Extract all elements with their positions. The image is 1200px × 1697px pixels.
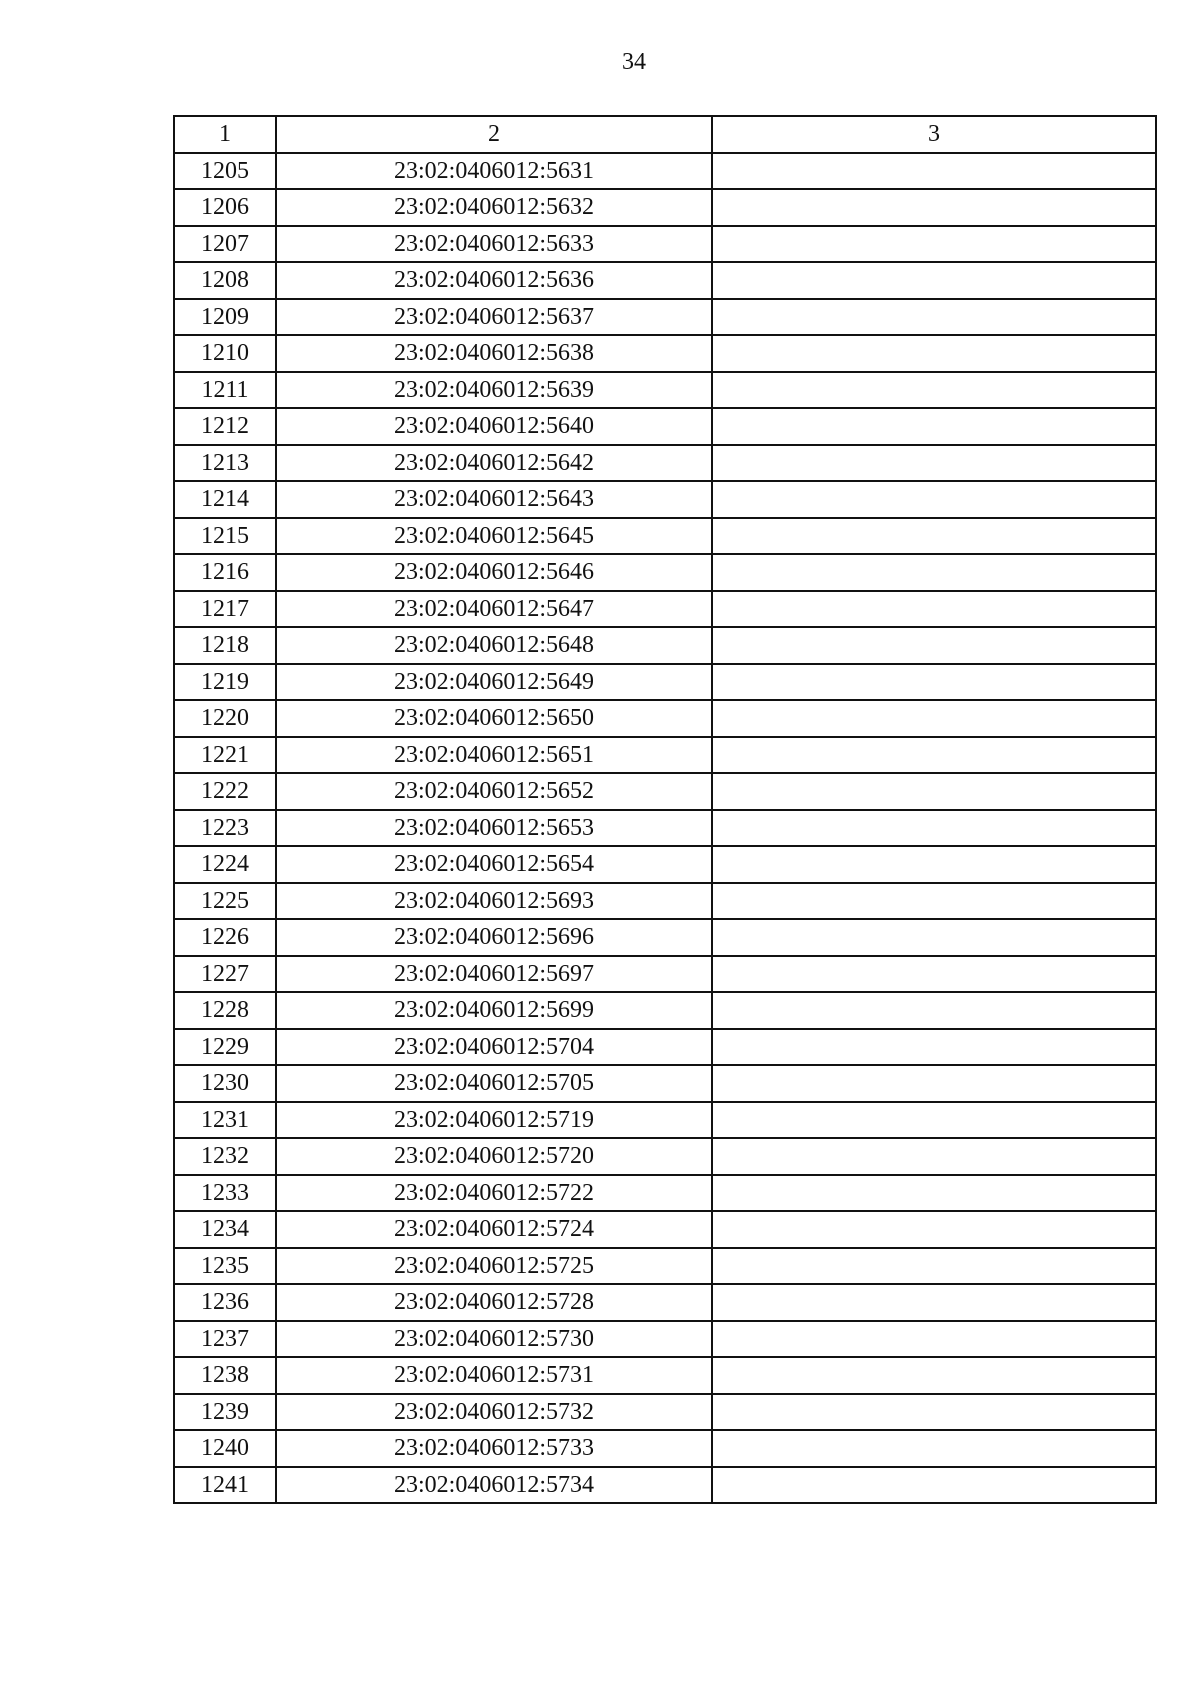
row-number-cell: 1212	[174, 408, 276, 445]
row-number-cell: 1227	[174, 956, 276, 993]
table-row	[174, 846, 1156, 883]
row-number-cell: 1224	[174, 846, 276, 883]
column-header-2: 2	[276, 116, 712, 153]
row-number-cell: 1222	[174, 773, 276, 810]
cadastral-number-cell: 23:02:0406012:5719	[276, 1102, 712, 1139]
table-row	[174, 1321, 1156, 1358]
table-row	[174, 226, 1156, 263]
note-cell	[712, 773, 1156, 810]
cadastral-number-cell: 23:02:0406012:5725	[276, 1248, 712, 1285]
cadastral-number-cell: 23:02:0406012:5728	[276, 1284, 712, 1321]
note-cell	[712, 737, 1156, 774]
row-number-cell: 1241	[174, 1467, 276, 1504]
cadastral-number-cell: 23:02:0406012:5722	[276, 1175, 712, 1212]
row-number-cell: 1214	[174, 481, 276, 518]
row-number-cell: 1229	[174, 1029, 276, 1066]
table-row	[174, 153, 1156, 190]
table-row	[174, 1102, 1156, 1139]
table-row	[174, 335, 1156, 372]
cadastral-number-cell: 23:02:0406012:5733	[276, 1430, 712, 1467]
row-number-cell: 1234	[174, 1211, 276, 1248]
cadastral-number-cell: 23:02:0406012:5652	[276, 773, 712, 810]
header-row	[174, 116, 1156, 153]
table-row	[174, 700, 1156, 737]
row-number-cell: 1218	[174, 627, 276, 664]
table-row	[174, 883, 1156, 920]
note-cell	[712, 1102, 1156, 1139]
page-number: 34	[622, 49, 646, 75]
note-cell	[712, 919, 1156, 956]
table-body	[174, 153, 1156, 1504]
note-cell	[712, 262, 1156, 299]
table-row	[174, 919, 1156, 956]
table-row	[174, 262, 1156, 299]
cadastral-number-cell: 23:02:0406012:5693	[276, 883, 712, 920]
row-number-cell: 1226	[174, 919, 276, 956]
row-number-cell: 1239	[174, 1394, 276, 1431]
cadastral-number-cell: 23:02:0406012:5645	[276, 518, 712, 555]
cadastral-number-cell: 23:02:0406012:5636	[276, 262, 712, 299]
note-cell	[712, 591, 1156, 628]
cadastral-table	[173, 115, 1157, 1504]
table-row	[174, 810, 1156, 847]
note-cell	[712, 299, 1156, 336]
note-cell	[712, 1430, 1156, 1467]
table-row	[174, 518, 1156, 555]
note-cell	[712, 1357, 1156, 1394]
row-number-cell: 1217	[174, 591, 276, 628]
cadastral-number-cell: 23:02:0406012:5643	[276, 481, 712, 518]
cadastral-number-cell: 23:02:0406012:5648	[276, 627, 712, 664]
note-cell	[712, 810, 1156, 847]
table-row	[174, 956, 1156, 993]
note-cell	[712, 445, 1156, 482]
cadastral-number-cell: 23:02:0406012:5732	[276, 1394, 712, 1431]
note-cell	[712, 226, 1156, 263]
cadastral-number-cell: 23:02:0406012:5734	[276, 1467, 712, 1504]
row-number-cell: 1228	[174, 992, 276, 1029]
cadastral-number-cell: 23:02:0406012:5724	[276, 1211, 712, 1248]
cadastral-number-cell: 23:02:0406012:5699	[276, 992, 712, 1029]
cadastral-number-cell: 23:02:0406012:5639	[276, 372, 712, 409]
table-row	[174, 737, 1156, 774]
table-header	[174, 116, 1156, 153]
table-row	[174, 554, 1156, 591]
table-row	[174, 591, 1156, 628]
row-number-cell: 1231	[174, 1102, 276, 1139]
row-number-cell: 1221	[174, 737, 276, 774]
table-row	[174, 992, 1156, 1029]
table-row	[174, 627, 1156, 664]
table-row	[174, 481, 1156, 518]
note-cell	[712, 1284, 1156, 1321]
table-row	[174, 1394, 1156, 1431]
cadastral-number-cell: 23:02:0406012:5697	[276, 956, 712, 993]
note-cell	[712, 992, 1156, 1029]
row-number-cell: 1240	[174, 1430, 276, 1467]
cadastral-number-cell: 23:02:0406012:5646	[276, 554, 712, 591]
note-cell	[712, 846, 1156, 883]
table-row	[174, 408, 1156, 445]
note-cell	[712, 956, 1156, 993]
cadastral-number-cell: 23:02:0406012:5638	[276, 335, 712, 372]
table-row	[174, 1430, 1156, 1467]
cadastral-number-cell: 23:02:0406012:5730	[276, 1321, 712, 1358]
note-cell	[712, 1175, 1156, 1212]
row-number-cell: 1209	[174, 299, 276, 336]
row-number-cell: 1233	[174, 1175, 276, 1212]
table-row	[174, 1065, 1156, 1102]
cadastral-number-cell: 23:02:0406012:5640	[276, 408, 712, 445]
row-number-cell: 1236	[174, 1284, 276, 1321]
table-row	[174, 372, 1156, 409]
note-cell	[712, 1248, 1156, 1285]
table-row	[174, 1029, 1156, 1066]
table-row	[174, 1248, 1156, 1285]
column-header-3: 3	[712, 116, 1156, 153]
cadastral-number-cell: 23:02:0406012:5633	[276, 226, 712, 263]
note-cell	[712, 518, 1156, 555]
note-cell	[712, 1029, 1156, 1066]
note-cell	[712, 1394, 1156, 1431]
table-row	[174, 1357, 1156, 1394]
row-number-cell: 1213	[174, 445, 276, 482]
table-row	[174, 1211, 1156, 1248]
table-row	[174, 1175, 1156, 1212]
cadastral-number-cell: 23:02:0406012:5642	[276, 445, 712, 482]
cadastral-number-cell: 23:02:0406012:5649	[276, 664, 712, 701]
note-cell	[712, 700, 1156, 737]
row-number-cell: 1232	[174, 1138, 276, 1175]
row-number-cell: 1207	[174, 226, 276, 263]
row-number-cell: 1208	[174, 262, 276, 299]
row-number-cell: 1215	[174, 518, 276, 555]
row-number-cell: 1205	[174, 153, 276, 190]
cadastral-number-cell: 23:02:0406012:5647	[276, 591, 712, 628]
note-cell	[712, 1138, 1156, 1175]
row-number-cell: 1223	[174, 810, 276, 847]
table-row	[174, 189, 1156, 226]
cadastral-number-cell: 23:02:0406012:5731	[276, 1357, 712, 1394]
cadastral-number-cell: 23:02:0406012:5653	[276, 810, 712, 847]
row-number-cell: 1225	[174, 883, 276, 920]
cadastral-number-cell: 23:02:0406012:5705	[276, 1065, 712, 1102]
row-number-cell: 1206	[174, 189, 276, 226]
table-row	[174, 664, 1156, 701]
table-row	[174, 1138, 1156, 1175]
row-number-cell: 1219	[174, 664, 276, 701]
note-cell	[712, 481, 1156, 518]
row-number-cell: 1210	[174, 335, 276, 372]
note-cell	[712, 335, 1156, 372]
column-header-1: 1	[174, 116, 276, 153]
note-cell	[712, 883, 1156, 920]
table-row	[174, 299, 1156, 336]
note-cell	[712, 1065, 1156, 1102]
note-cell	[712, 664, 1156, 701]
table-row	[174, 1284, 1156, 1321]
cadastral-number-cell: 23:02:0406012:5637	[276, 299, 712, 336]
row-number-cell: 1238	[174, 1357, 276, 1394]
cadastral-number-cell: 23:02:0406012:5650	[276, 700, 712, 737]
cadastral-number-cell: 23:02:0406012:5696	[276, 919, 712, 956]
row-number-cell: 1230	[174, 1065, 276, 1102]
row-number-cell: 1237	[174, 1321, 276, 1358]
cadastral-number-cell: 23:02:0406012:5720	[276, 1138, 712, 1175]
table-row	[174, 1467, 1156, 1504]
table-row	[174, 773, 1156, 810]
row-number-cell: 1235	[174, 1248, 276, 1285]
row-number-cell: 1216	[174, 554, 276, 591]
row-number-cell: 1211	[174, 372, 276, 409]
note-cell	[712, 372, 1156, 409]
note-cell	[712, 627, 1156, 664]
row-number-cell: 1220	[174, 700, 276, 737]
note-cell	[712, 153, 1156, 190]
table-row	[174, 445, 1156, 482]
cadastral-number-cell: 23:02:0406012:5704	[276, 1029, 712, 1066]
note-cell	[712, 408, 1156, 445]
note-cell	[712, 189, 1156, 226]
note-cell	[712, 1467, 1156, 1504]
note-cell	[712, 1321, 1156, 1358]
cadastral-number-cell: 23:02:0406012:5654	[276, 846, 712, 883]
note-cell	[712, 554, 1156, 591]
note-cell	[712, 1211, 1156, 1248]
cadastral-number-cell: 23:02:0406012:5651	[276, 737, 712, 774]
cadastral-number-cell: 23:02:0406012:5632	[276, 189, 712, 226]
cadastral-number-cell: 23:02:0406012:5631	[276, 153, 712, 190]
